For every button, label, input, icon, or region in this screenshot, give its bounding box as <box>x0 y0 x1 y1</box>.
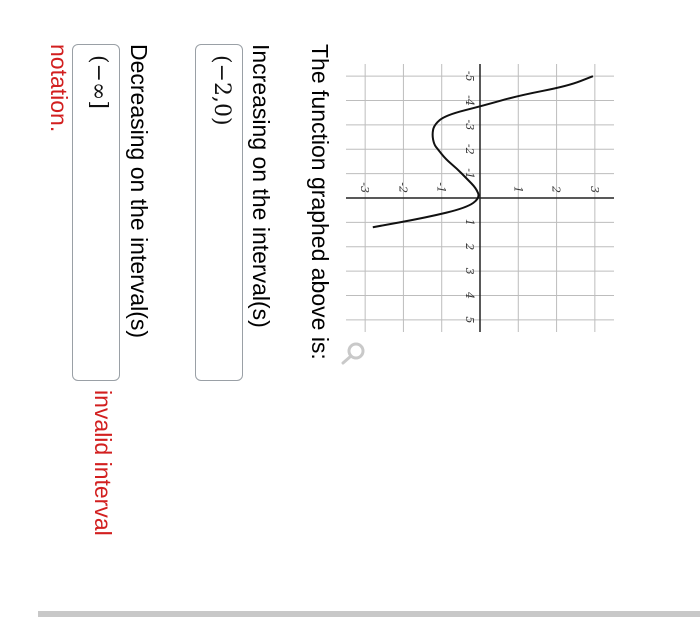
x-tick-label: -2 <box>463 143 476 155</box>
y-tick-label: -1 <box>434 182 448 193</box>
x-tick-label: 3 <box>463 267 476 275</box>
question-prompt: The function graphed above is: <box>307 44 333 360</box>
increasing-label: Increasing on the interval(s) <box>248 44 274 328</box>
x-tick-label: 5 <box>463 316 476 324</box>
decreasing-label: Decreasing on the interval(s) <box>126 44 152 339</box>
graph-svg <box>330 48 630 348</box>
function-graph <box>330 48 630 348</box>
increasing-input[interactable] <box>195 44 243 381</box>
x-tick-label: 1 <box>463 218 476 226</box>
x-tick-label: 4 <box>463 291 476 299</box>
y-tick-label: 1 <box>511 186 525 193</box>
bottom-divider <box>38 611 700 617</box>
y-tick-label: -2 <box>396 182 410 193</box>
magnifier-icon[interactable] <box>339 340 367 366</box>
decreasing-input[interactable] <box>72 44 120 381</box>
x-tick-label: 2 <box>463 243 476 251</box>
x-tick-label: -4 <box>463 95 476 106</box>
y-tick-label: 2 <box>549 186 563 193</box>
x-tick-label: -1 <box>463 168 476 179</box>
decreasing-value: (−∞] <box>86 55 111 109</box>
y-tick-label: -3 <box>358 182 372 193</box>
error-message-line-2: notation. <box>46 44 72 133</box>
error-message-line-1: invalid interval <box>90 390 116 536</box>
increasing-value: (−2,0) <box>209 55 234 126</box>
rotated-question-panel <box>30 20 650 600</box>
x-tick-label: -3 <box>463 119 476 131</box>
function-curve <box>373 76 593 227</box>
y-tick-label: 3 <box>587 186 601 193</box>
x-tick-label: -5 <box>463 70 476 82</box>
